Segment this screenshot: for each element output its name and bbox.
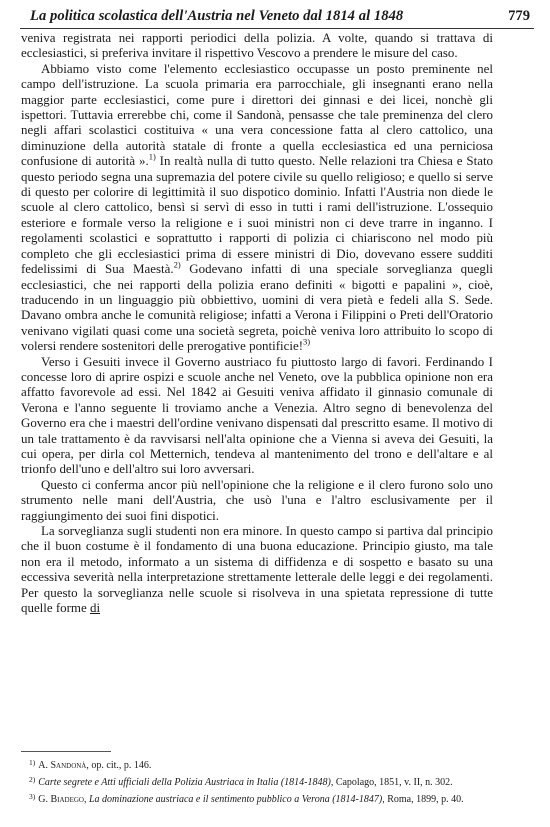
paragraph-5 — [21, 523, 493, 615]
footnote-title: Carte segrete e Atti ufficiali della Polizia Austriaca in Italia (1814-1848) — [38, 776, 331, 788]
paragraph-5-text: La sorveglianza sugli studenti non era minore. In questo campo si partiva dal principio che il buon costume è il fondamento di una buona educazione. Principio giusto, ma tale non era il metodo, informato a un sistema di diffidenza e di sospetto e basato su una eccessiva severità nella interpretazione strettamente letterale delle leggi e dei regolamenti. Per questo la sorveglianza nelle scuole si risolveva in una spietata repressione di tutte quelle forme — [21, 523, 493, 616]
running-header — [20, 6, 534, 29]
footnote-citation: , Roma, 1899, p. 40. — [382, 793, 464, 805]
footnote-ref-3: 3) — [303, 336, 311, 347]
footnote-1 — [21, 756, 493, 773]
paragraph-2-part-3: Godevano infatti di una speciale sorveglianza quegli ecclesiastici, che nei rapporti della polizia erano definiti « bigotti e papalini », cioè, traducendo in un linguaggio più obbiettivo, uomini di vera pietà e fedeli alla S. Sede. Davano ombra anche le comunità religiose; infatti a Verona i Filippini o Preti dell'Oratorio venivano vigilati quasi come una società segreta, poichè veniva loro attribuito lo scopo di volersi rendere sostenitori delle prerogative pontificie! — [21, 261, 494, 354]
footnotes — [21, 756, 493, 806]
footnote-2 — [21, 773, 493, 790]
footnote-divider — [21, 751, 111, 752]
paragraph-4: Questo ci conferma ancor più nell'opinione che la religione e il clero furono solo uno strumento nelle mani dell'Austria, che usò l'una e l'altro esclusivamente per il raggiungimento dei suoi fini dispotici. — [21, 476, 493, 523]
footnote-ref-1: 1) — [148, 151, 156, 162]
running-title: La politica scolastica dell'Austria nel Veneto dal 1814 al 1848 — [30, 8, 404, 24]
footnote-mark: 1) — [29, 758, 36, 767]
footnote-citation: , Capolago, 1851, v. II, n. 302. — [330, 776, 453, 788]
footnote-ref-2: 2) — [173, 259, 181, 270]
page-number: 779 — [508, 8, 530, 24]
footnote-author: G. Biadego — [38, 793, 84, 805]
footnote-mark: 2) — [29, 774, 36, 784]
footnote-author: A. Sandonà — [38, 760, 87, 771]
footnote-3: $^{3)}$ G. Biadego, La dominazione austriaca e il sentimento pubblico a Verona (1814-1847), Roma, 1899, p. 40. — [29, 791, 464, 805]
paragraph-2 — [21, 61, 493, 354]
footnote-mark: 3) — [29, 791, 36, 801]
footnote-citation: , op. cit., p. 146. — [86, 760, 152, 771]
paragraph-2-part-2: In realtà nulla di tutto questo. Nelle relazioni tra Chiesa e Stato questo periodo segna una supremazia del potere civile su quello religioso; e quello si serve di questo per colorire di legittimità il suo dispotico dominio. Infatti l'Austria non diede le scuole al clero cattolico, bensì si servì di esso in tutti i rami dell'istruzione. L'ossequio esteriore e formale verso la religione e i suoi ministri non ci deve trarre in inganno. I regolamenti scolastici e soprattutto i rapporti di polizia ci chiariscono nel modo più completo che gli ecclesiastici prima di essere ministri di Dio, dovevano essere sudditi fedelissimi di Sua Maestà. — [21, 153, 494, 277]
footnote-title: La dominazione austriaca e il sentimento pubblico a Verona (1814-1847) — [88, 793, 383, 805]
paragraph-5-tail: di — [89, 600, 101, 616]
paragraph-1: veniva registrata nei rapporti periodici della polizia. A volte, quando si trattava di ecclesiastici, si preferiva invitare il rispettivo Vescovo a prendere le misure del caso. — [21, 30, 493, 61]
paragraph-3: Verso i Gesuiti invece il Governo austriaco fu piuttosto largo di favori. Ferdinando I concesse loro di aprire ospizi e scuole anche nel Veneto, ove la pubblica opinione non era affatto favorevole ad essi. Nel 1842 ai Gesuiti veniva affidato il ginnasio comunale di Verona e l'anno seguente li troviamo anche a Venezia. Altro segno di benevolenza del Governo era che i maestri dell'ordine venivano dispensati dal prescritto esame. Il motivo di un tale trattamento è da ravvisarsi nell'alta opinione che a Vienna si aveva dei Gesuiti, la cui opera, per dirla col Metternich, tendeva al mantenimento del trono e dell'altare e al trionfo dell'uno e dell'altro sui loro avversari. — [21, 353, 493, 477]
paragraph-2-part-1: Abbiamo visto come l'elemento ecclesiastico occupasse un posto preminente nel campo dell'istruzione. La scuola primaria era parrocchiale, gli insegnanti erano nella maggior parte ecclesiastici, come pure i direttori dei ginnasi e dei licei, nonchè gli ispettori. Tuttavia errerebbe chi, come il Sandonà, pensasse che tale preminenza del clero negli affari scolastici costituiva « una vera concessione fatta al clero cattolico, una diminuzione della autorità statale di fronte a quella ecclesiastica ed una perniciosa confusione di autorità ». — [21, 60, 493, 169]
body-text — [21, 30, 493, 615]
